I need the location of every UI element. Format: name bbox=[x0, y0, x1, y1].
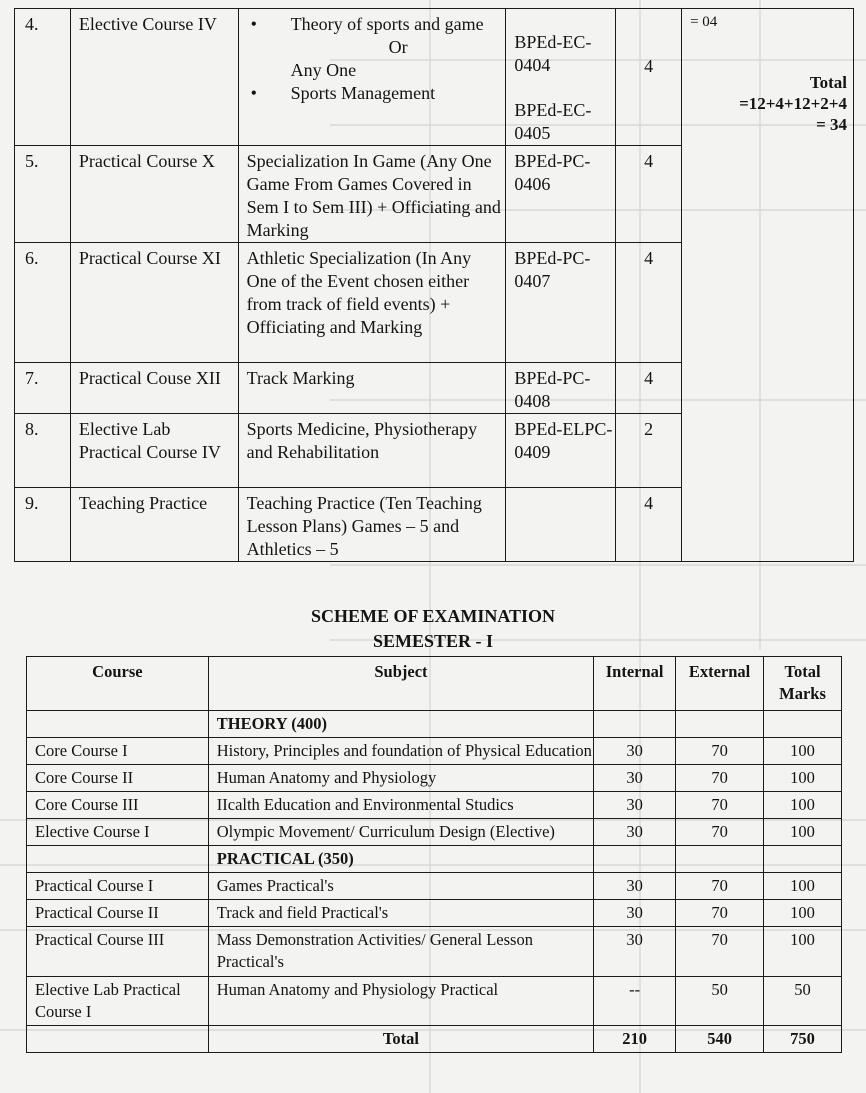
internal-marks: 30 bbox=[594, 738, 676, 765]
empty-cell bbox=[27, 846, 209, 873]
empty-cell bbox=[594, 846, 676, 873]
row-number: 6. bbox=[15, 243, 71, 363]
scheme-table bbox=[26, 656, 842, 1053]
total-marks: 100 bbox=[764, 792, 842, 819]
section-row bbox=[27, 711, 842, 738]
course-name: Elective Lab Practical Course IV bbox=[70, 414, 238, 488]
or-label: Or bbox=[388, 37, 408, 57]
semester-title: SEMESTER - I bbox=[372, 631, 494, 651]
footer-total-label: Total bbox=[208, 1026, 593, 1053]
subject: Sports Medicine, Physiotherapy and Rehabilitation bbox=[238, 414, 506, 488]
footer-course bbox=[27, 1026, 209, 1053]
course-code: BPEd-PC-0407 bbox=[506, 243, 616, 363]
external-marks: 70 bbox=[676, 765, 764, 792]
course-name: Practical Course II bbox=[27, 900, 209, 927]
header-row bbox=[27, 657, 842, 711]
footer-internal: 210 bbox=[594, 1026, 676, 1053]
header-internal: Internal bbox=[594, 657, 676, 711]
header-total: Total Marks bbox=[764, 657, 842, 711]
course-name: Core Course I bbox=[27, 738, 209, 765]
total-expression: =12+4+12+2+4 bbox=[739, 94, 847, 113]
row-number: 7. bbox=[15, 363, 71, 414]
empty-cell bbox=[764, 711, 842, 738]
total-marks: 50 bbox=[764, 977, 842, 1026]
option-line bbox=[239, 82, 506, 105]
footer-total: 750 bbox=[764, 1026, 842, 1053]
external-marks: 70 bbox=[676, 738, 764, 765]
internal-marks: 30 bbox=[594, 792, 676, 819]
subject: Games Practical's bbox=[208, 873, 593, 900]
internal-marks: 30 bbox=[594, 765, 676, 792]
empty-cell bbox=[676, 846, 764, 873]
total-label: Total bbox=[809, 73, 847, 92]
total-credits-cell bbox=[682, 9, 854, 562]
course-code bbox=[506, 9, 616, 146]
subject-options bbox=[238, 9, 506, 146]
subject: Specialization In Game (Any One Game From Games Covered in Sem I to Sem III) + Officiating and Marking bbox=[238, 146, 506, 243]
row-number: 9. bbox=[15, 488, 71, 562]
table-row bbox=[27, 873, 842, 900]
empty-cell bbox=[594, 711, 676, 738]
table-row bbox=[15, 9, 854, 146]
course-name: Core Course II bbox=[27, 765, 209, 792]
credits: 2 bbox=[616, 414, 682, 488]
external-marks: 70 bbox=[676, 900, 764, 927]
external-marks: 50 bbox=[676, 977, 764, 1026]
course-name: Teaching Practice bbox=[70, 488, 238, 562]
course-name: Core Course III bbox=[27, 792, 209, 819]
credits: 4 bbox=[616, 146, 682, 243]
subject: IIcalth Education and Environmental Studics bbox=[208, 792, 593, 819]
credits: 4 bbox=[616, 243, 682, 363]
theory-section-label: THEORY (400) bbox=[208, 711, 593, 738]
bullet-icon: • bbox=[250, 14, 257, 34]
external-marks: 70 bbox=[676, 792, 764, 819]
option-line bbox=[239, 13, 506, 36]
internal-marks: 30 bbox=[594, 900, 676, 927]
empty-cell bbox=[676, 711, 764, 738]
subject-option: Any One bbox=[290, 60, 357, 80]
external-marks: 70 bbox=[676, 873, 764, 900]
course-name: Practical Course I bbox=[27, 873, 209, 900]
row-number: 4. bbox=[15, 9, 71, 146]
row-number: 8. bbox=[15, 414, 71, 488]
internal-marks: -- bbox=[594, 977, 676, 1026]
subject: Human Anatomy and Physiology Practical bbox=[208, 977, 593, 1026]
subject: History, Principles and foundation of Physical Education bbox=[208, 738, 593, 765]
course-name: Practical Course XI bbox=[70, 243, 238, 363]
course-code-1: BPEd-EC-0404 bbox=[514, 32, 592, 75]
total-row bbox=[27, 1026, 842, 1053]
empty-cell bbox=[764, 846, 842, 873]
subject: Athletic Specialization (In Any One of the Event chosen either from track of field events) + Officiating and Marking bbox=[238, 243, 506, 363]
credits: 4 bbox=[616, 9, 682, 146]
subject: Mass Demonstration Activities/ General Lesson Practical's bbox=[208, 927, 593, 977]
total-first: = 04 bbox=[690, 14, 718, 30]
credits: 4 bbox=[616, 363, 682, 414]
bullet-spacer bbox=[239, 59, 291, 82]
scheme-title: SCHEME OF EXAMINATION bbox=[310, 606, 555, 626]
course-name: Practical Course III bbox=[27, 927, 209, 977]
table-row bbox=[27, 900, 842, 927]
course-code: BPEd-PC-0408 bbox=[506, 363, 616, 414]
section-row bbox=[27, 846, 842, 873]
course-code bbox=[506, 488, 616, 562]
external-marks: 70 bbox=[676, 819, 764, 846]
external-marks: 70 bbox=[676, 927, 764, 977]
total-marks: 100 bbox=[764, 765, 842, 792]
total-marks: 100 bbox=[764, 900, 842, 927]
subject-option: Sports Management bbox=[290, 83, 436, 103]
empty-cell bbox=[27, 711, 209, 738]
subject: Human Anatomy and Physiology bbox=[208, 765, 593, 792]
table-row bbox=[27, 927, 842, 977]
table-row bbox=[27, 792, 842, 819]
table-row bbox=[27, 765, 842, 792]
course-name: Elective Course I bbox=[27, 819, 209, 846]
table-row bbox=[27, 977, 842, 1026]
table-row bbox=[27, 819, 842, 846]
course-code: BPEd-ELPC-0409 bbox=[506, 414, 616, 488]
internal-marks: 30 bbox=[594, 873, 676, 900]
table-row bbox=[27, 738, 842, 765]
total-summary bbox=[690, 72, 847, 135]
bullet-icon: • bbox=[250, 83, 257, 103]
subject: Olympic Movement/ Curriculum Design (Elective) bbox=[208, 819, 593, 846]
internal-marks: 30 bbox=[594, 819, 676, 846]
practical-section-label: PRACTICAL (350) bbox=[208, 846, 593, 873]
total-result: = 34 bbox=[816, 115, 847, 134]
header-course: Course bbox=[27, 657, 209, 711]
course-name: Practical Course X bbox=[70, 146, 238, 243]
subject: Teaching Practice (Ten Teaching Lesson Plans) Games – 5 and Athletics – 5 bbox=[238, 488, 506, 562]
footer-external: 540 bbox=[676, 1026, 764, 1053]
course-name: Practical Couse XII bbox=[70, 363, 238, 414]
course-name: Elective Course IV bbox=[70, 9, 238, 146]
subject: Track Marking bbox=[238, 363, 506, 414]
course-code: BPEd-PC-0406 bbox=[506, 146, 616, 243]
total-marks: 100 bbox=[764, 819, 842, 846]
credits: 4 bbox=[616, 488, 682, 562]
subject-option: Theory of sports and game bbox=[290, 14, 484, 34]
header-external: External bbox=[676, 657, 764, 711]
internal-marks: 30 bbox=[594, 927, 676, 977]
row-number: 5. bbox=[15, 146, 71, 243]
course-table-continued bbox=[14, 8, 854, 562]
course-code-2: BPEd-EC-0405 bbox=[514, 100, 592, 143]
total-marks: 100 bbox=[764, 738, 842, 765]
subject: Track and field Practical's bbox=[208, 900, 593, 927]
option-line bbox=[239, 59, 506, 82]
course-name: Elective Lab Practical Course I bbox=[27, 977, 209, 1026]
header-subject: Subject bbox=[208, 657, 593, 711]
total-marks: 100 bbox=[764, 927, 842, 977]
total-marks: 100 bbox=[764, 873, 842, 900]
